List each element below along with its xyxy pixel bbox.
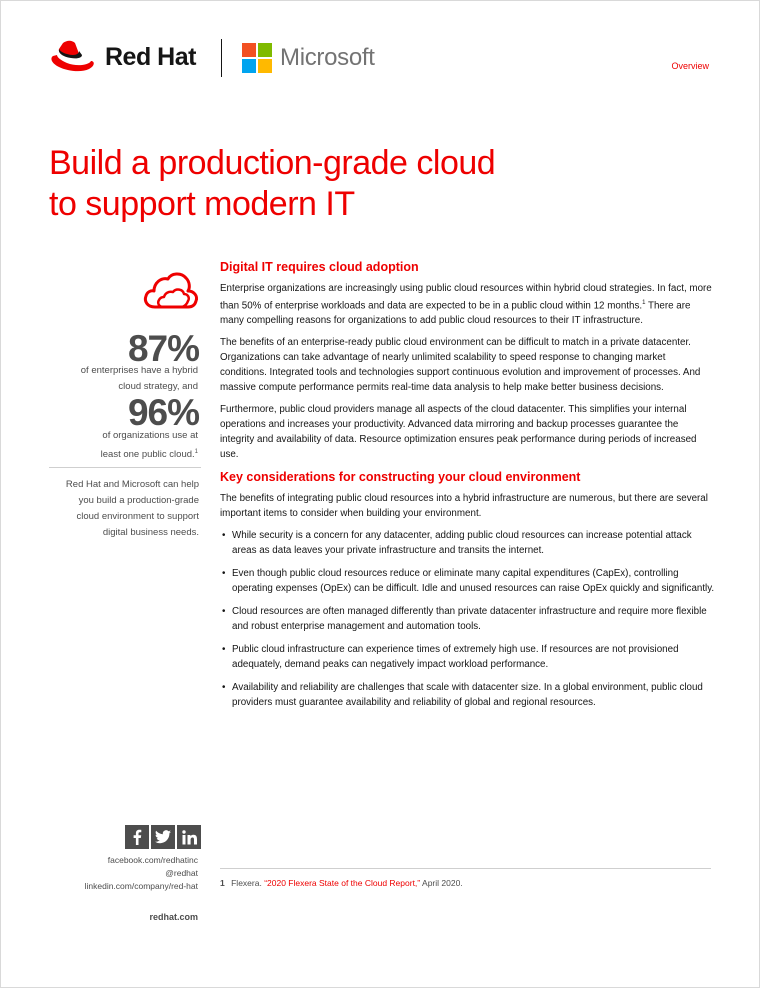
facebook-link[interactable]: facebook.com/redhatinc xyxy=(107,855,198,865)
list-item xyxy=(220,642,715,672)
stat-hybrid-caption xyxy=(38,363,198,395)
bullet-icon: • xyxy=(222,606,226,618)
microsoft-wordmark: Microsoft xyxy=(280,44,375,71)
microsoft-logo[interactable] xyxy=(242,43,375,73)
ms-square-blue xyxy=(242,59,256,73)
twitter-handle[interactable]: @redhat xyxy=(165,868,198,878)
title-line-1: Build a production-grade cloud xyxy=(49,144,496,182)
main-content xyxy=(220,259,715,718)
blurb-line-3: cloud environment to support xyxy=(76,511,199,522)
cloud-icon xyxy=(141,263,201,313)
bullet-icon: • xyxy=(222,530,226,542)
paragraph-intro xyxy=(220,281,715,328)
linkedin-link[interactable]: linkedin.com/company/red-hat xyxy=(84,881,198,891)
footnote-report-link[interactable]: “2020 Flexera State of the Cloud Report,” xyxy=(264,878,421,888)
section-heading-cloud-adoption: Digital IT requires cloud adoption xyxy=(220,260,419,274)
ms-square-yellow xyxy=(258,59,272,73)
bullet-icon: • xyxy=(222,682,226,694)
footnote-date: April 2020. xyxy=(422,878,463,888)
section-heading-key-considerations: Key considerations for constructing your cloud environment xyxy=(220,470,581,485)
stat-public-line-2: least one public cloud. xyxy=(100,449,195,461)
footnote-source: Flexera. xyxy=(231,878,262,888)
facebook-icon[interactable] xyxy=(125,825,149,849)
section-label: Overview xyxy=(671,61,709,71)
stat-hybrid-line-1: of enterprises have a hybrid xyxy=(80,365,198,376)
ms-square-green xyxy=(258,43,272,57)
footnote-number: 1 xyxy=(220,878,225,888)
blurb-line-1: Red Hat and Microsoft can help xyxy=(65,479,199,490)
sidebar-divider xyxy=(49,467,201,468)
list-item xyxy=(220,566,715,596)
title-line-2: to support modern IT xyxy=(49,185,355,223)
ms-square-red xyxy=(242,43,256,57)
list-item xyxy=(220,680,715,710)
social-links xyxy=(85,854,198,893)
list-item xyxy=(220,604,715,634)
redhat-wordmark: Red Hat xyxy=(105,42,196,71)
stat-public-line-1: of organizations use at xyxy=(102,430,198,441)
sidebar-blurb xyxy=(39,477,199,541)
paragraph-intro-b: There are many compelling reasons for organizations to add public cloud resources to their IT infrastructure. xyxy=(220,300,691,327)
paragraph-management: Furthermore, public cloud providers manage all aspects of the cloud datacenter. This simplifies your internal operations and increases your productivity. Advanced data mirroring and backup processes guarantee the integrity and availability of data. Resource optimization ensures peak performance during periods of increased use. xyxy=(220,404,697,461)
list-item-text: Availability and reliability are challenges that scale with datacenter size. In a global environment, public cloud providers must guarantee availability and reliability of global and regional resources. xyxy=(232,682,703,709)
page-title xyxy=(49,143,649,225)
paragraph-benefits: The benefits of an enterprise-ready public cloud environment can be difficult to match in a private datacenter. Organizations can take advantage of nearly unlimited scalability to speed response to changing market conditions. Integrated tools and technologies support continuous evolution and improvement of processes. And massive compute performance permits real-time data analysis to help make better business decisions. xyxy=(220,337,701,394)
website-link[interactable]: redhat.com xyxy=(149,912,198,922)
logo-divider xyxy=(221,39,222,77)
twitter-icon[interactable] xyxy=(151,825,175,849)
stat-public-value: 96% xyxy=(127,392,199,433)
linkedin-icon[interactable] xyxy=(177,825,201,849)
blurb-line-4: digital business needs. xyxy=(102,527,199,538)
social-icons xyxy=(125,825,201,849)
stat-public-footnote-ref: 1 xyxy=(194,449,198,455)
stat-hybrid-line-2: cloud strategy, and xyxy=(118,381,198,392)
list-item-text: Even though public cloud resources reduce or eliminate many capital expenditures (CapEx), controlling operating expenses (OpEx) can be difficult. Idle and unused resources can raise OpEx quickly and significantly. xyxy=(232,568,715,595)
bullet-icon: • xyxy=(222,568,226,580)
list-item xyxy=(220,528,715,558)
microsoft-grid-icon xyxy=(242,43,272,73)
stat-public-caption xyxy=(38,428,198,463)
redhat-logo[interactable] xyxy=(49,39,196,75)
bullet-icon: • xyxy=(222,644,226,656)
considerations-list xyxy=(220,528,715,710)
paragraph-considerations-intro: The benefits of integrating public cloud resources into a hybrid infrastructure are numerous, but there are several important items to consider when building your environment. xyxy=(220,493,708,520)
redhat-hat-icon xyxy=(49,39,99,75)
footnote-divider xyxy=(220,868,711,869)
list-item-text: While security is a concern for any datacenter, adding public cloud resources can increase potential attack areas as data leaves your private infrastructure and transits the internet. xyxy=(232,530,692,557)
stat-hybrid-value: 87% xyxy=(127,328,199,369)
list-item-text: Public cloud infrastructure can experience times of extremely high use. If resources are not provisioned adequately, demand peaks can negatively impact workload performance. xyxy=(232,644,679,671)
footnote-ref: 1 xyxy=(642,300,646,306)
footnote xyxy=(220,878,463,888)
blurb-line-2: you build a production-grade xyxy=(78,495,199,506)
list-item-text: Cloud resources are often managed differently than private datacenter infrastructure and require more flexible and robust enterprise management and automation tools. xyxy=(232,606,707,633)
paragraph-intro-a: Enterprise organizations are increasingly using public cloud resources within hybrid cloud strategies. In fact, more than 50% of enterprise workloads and data are expected to be in a public cloud within 12 months. xyxy=(220,283,712,312)
